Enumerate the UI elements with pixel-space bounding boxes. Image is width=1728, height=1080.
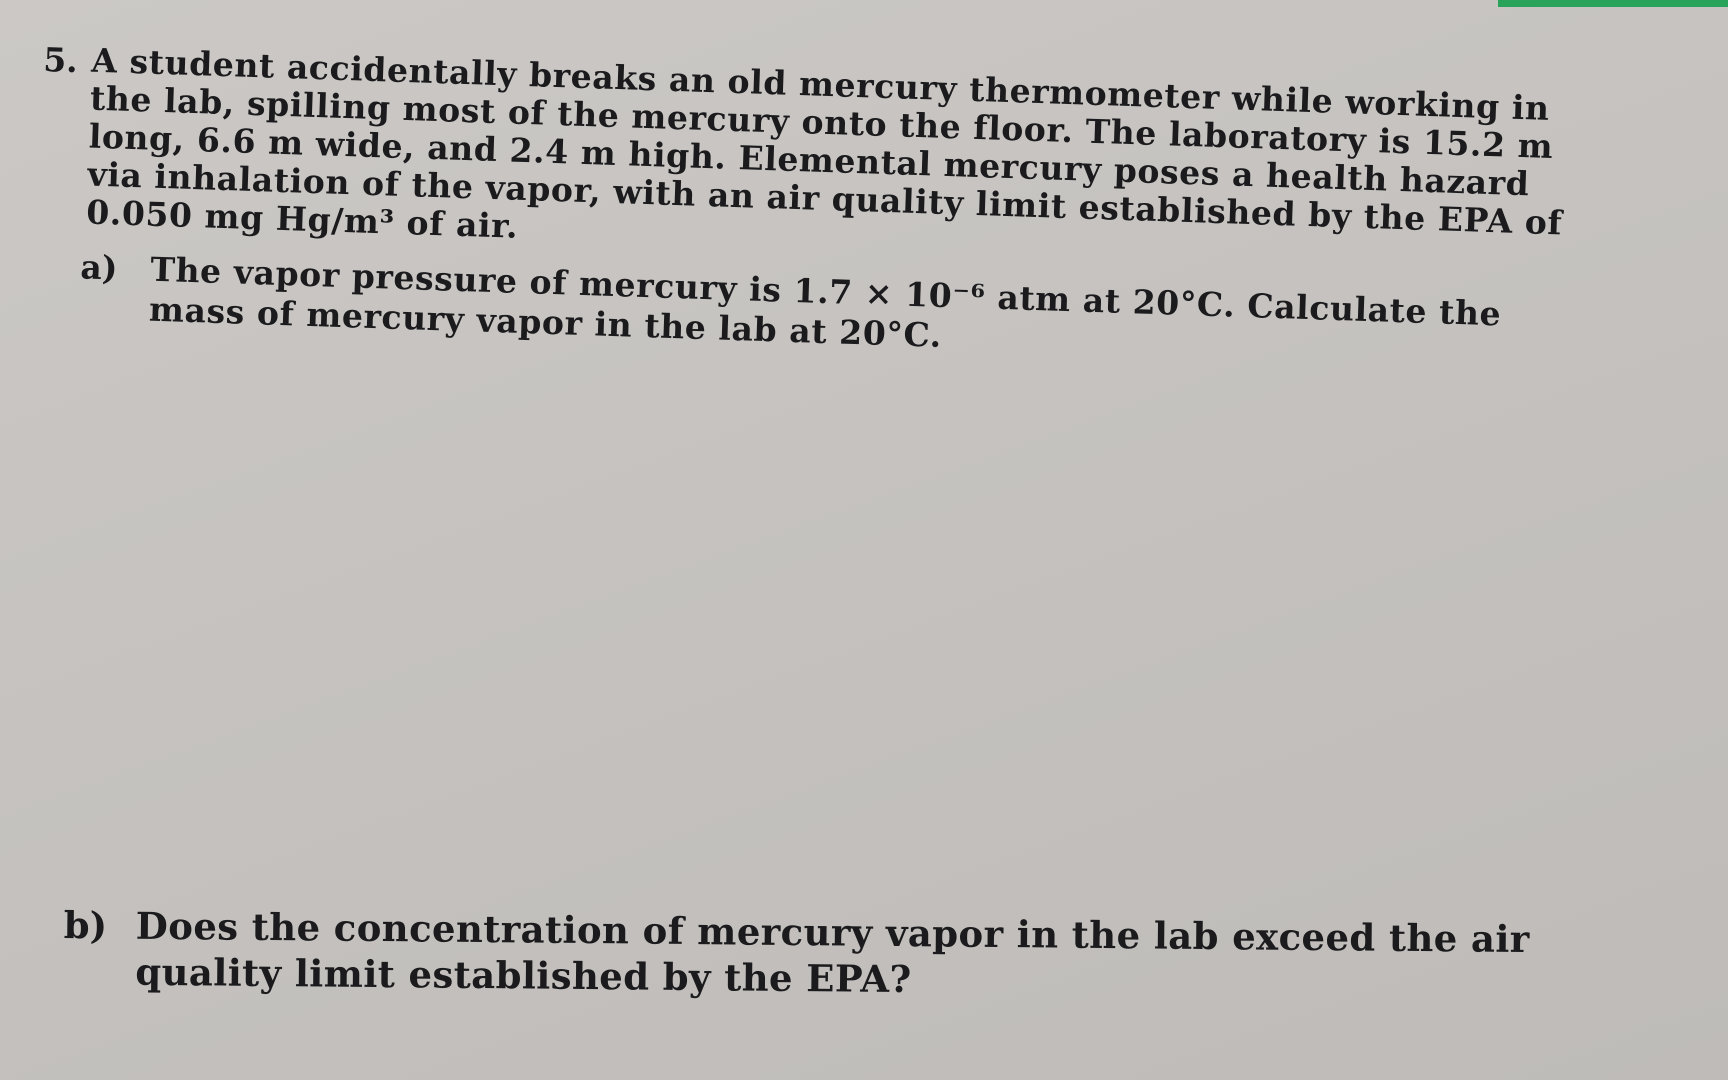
part-b-label: b) — [63, 902, 108, 948]
part-a-text: The vapor pressure of mercury is 1.7 × 10⁻⁶ atm at 20°C. Calculate the mass of mercury vapor in the lab at 20°C. — [148, 249, 1502, 355]
part-b-text: Does the concentration of mercury vapor in the lab exceed the air quality limit established by the EPA? — [135, 903, 1530, 1002]
part-a-label: a) — [79, 247, 119, 288]
question-5 — [35, 40, 1604, 378]
green-edge-accent — [1498, 0, 1728, 7]
part-b — [63, 902, 1664, 1009]
question-stem — [38, 40, 1603, 282]
question-text: A student accidentally breaks an old mercury thermometer while working in the lab, spilling most of the mercury onto the floor. The laboratory is 15.2 m long, 6.6 m wide, and 2.4 m high. Elemental mercury poses a health hazard via inhalation of the vapor, with an air quality limit established by the EPA of 0.050 mg Hg/m³ of air. — [85, 40, 1563, 246]
question-number: 5. — [42, 40, 79, 81]
